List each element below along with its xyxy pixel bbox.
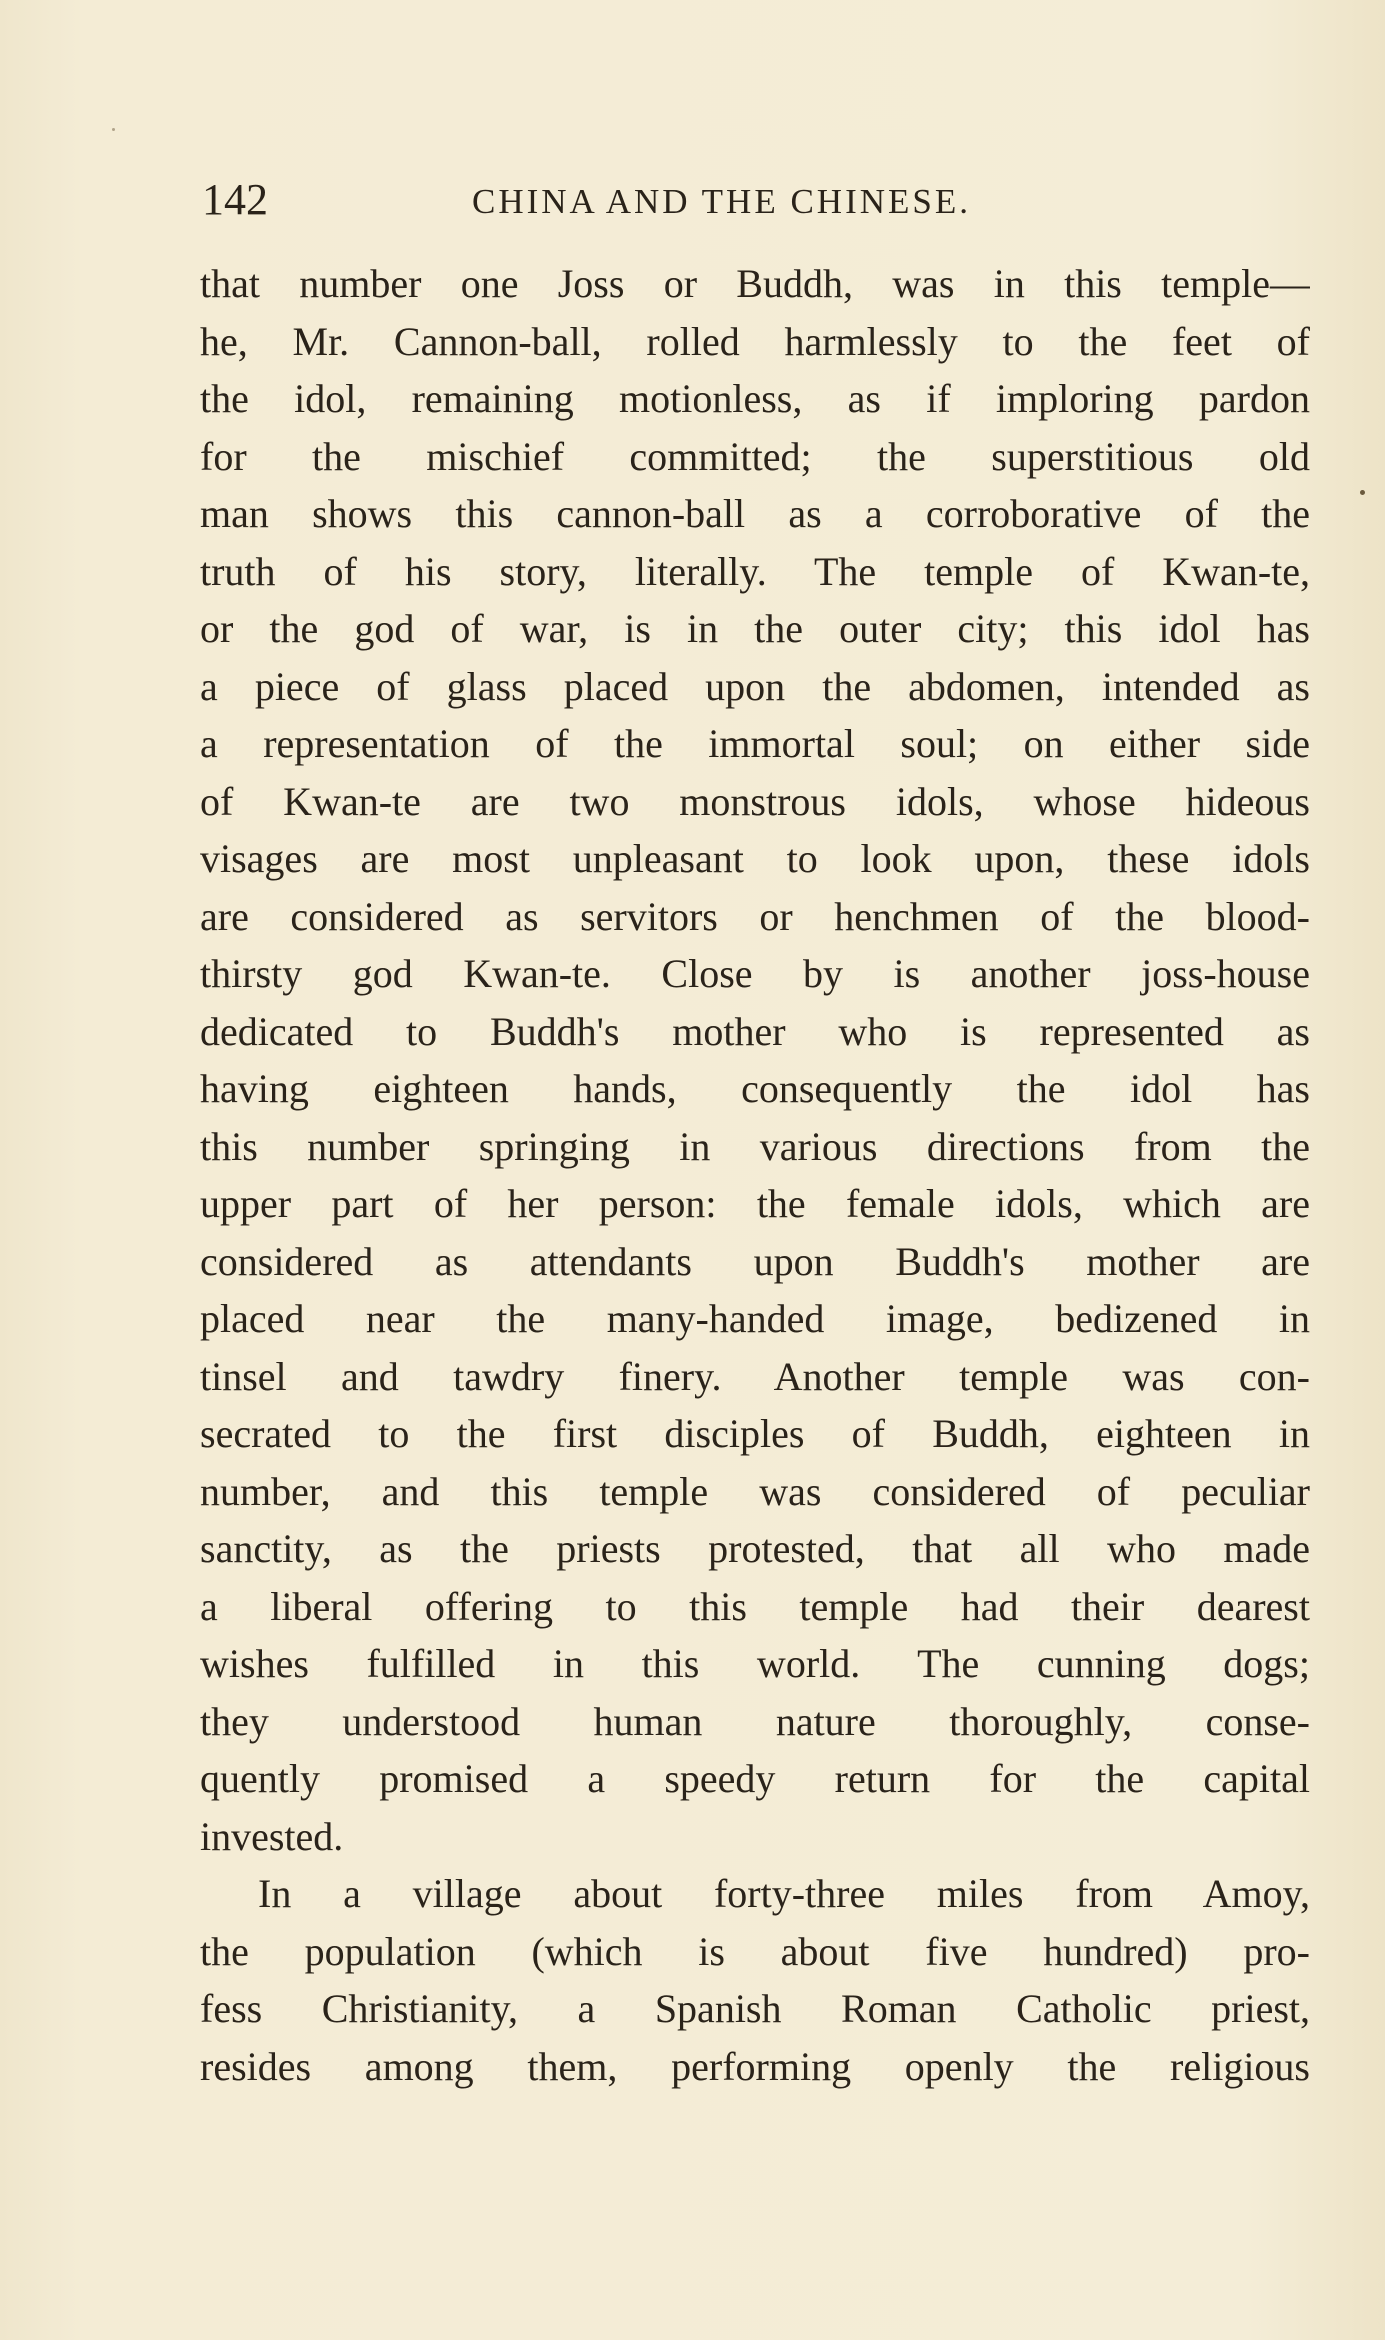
text-line: quently promised a speedy return for the capital (200, 1756, 1310, 1801)
text-line: the idol, remaining motionless, as if imploring pardon (200, 376, 1310, 421)
text-line: sanctity, as the priests protested, that all who made (200, 1526, 1310, 1571)
paper-speck (112, 128, 115, 131)
text-line: wishes fulfilled in this world. The cunning dogs; (200, 1641, 1310, 1686)
text-line: he, Mr. Cannon-ball, rolled harmlessly to the feet of (200, 318, 1310, 364)
text-line: a piece of glass placed upon the abdomen, intended as (200, 663, 1310, 709)
text-line: they understood human nature thoroughly, conse- (200, 1698, 1310, 1744)
body-text (200, 255, 1310, 2095)
text-line: dedicated to Buddh's mother who is represented as (200, 1008, 1310, 1054)
text-line: thirsty god Kwan-te. Close by is another joss-house (200, 951, 1310, 996)
text-line: that number one Joss or Buddh, was in this temple— (200, 261, 1310, 306)
text-line: fess Christianity, a Spanish Roman Catholic priest, (200, 1986, 1310, 2031)
text-line: for the mischief committed; the superstitious old (200, 433, 1310, 479)
text-line: resides among them, performing openly the religious (200, 2043, 1310, 2089)
text-line: tinsel and tawdry finery. Another temple was con- (200, 1353, 1310, 1399)
text-line: having eighteen hands, consequently the idol has (200, 1066, 1310, 1111)
text-line: placed near the many-handed image, bedizened in (200, 1296, 1310, 1341)
text-line: upper part of her person: the female idols, which are (200, 1181, 1310, 1226)
page-number: 142 (202, 175, 268, 224)
text-line: visages are most unpleasant to look upon, these idols (200, 836, 1310, 881)
text-line: of Kwan-te are two monstrous idols, whose hideous (200, 778, 1310, 824)
paper-speck (1360, 490, 1365, 495)
text-line: or the god of war, is in the outer city; this idol has (200, 606, 1310, 651)
text-line: this number springing in various directions from the (200, 1123, 1310, 1169)
text-line: truth of his story, literally. The temple of Kwan-te, (200, 548, 1310, 594)
text-line: considered as attendants upon Buddh's mother are (200, 1238, 1310, 1284)
text-line: secrated to the first disciples of Buddh, eighteen in (200, 1411, 1310, 1456)
text-line: man shows this cannon-ball as a corroborative of the (200, 491, 1310, 536)
text-line: are considered as servitors or henchmen of the blood- (200, 893, 1310, 939)
text-line: the population (which is about five hundred) pro- (200, 1928, 1310, 1974)
text-line: number, and this temple was considered of peculiar (200, 1468, 1310, 1514)
page-header (202, 170, 1312, 230)
running-title: CHINA AND THE CHINESE. (472, 182, 971, 221)
text-line: In a village about forty-three miles from Amoy, (258, 1871, 1310, 1916)
text-line: invested. (200, 1813, 344, 1859)
text-line: a representation of the immortal soul; on either side (200, 721, 1310, 766)
text-line: a liberal offering to this temple had their dearest (200, 1583, 1310, 1629)
